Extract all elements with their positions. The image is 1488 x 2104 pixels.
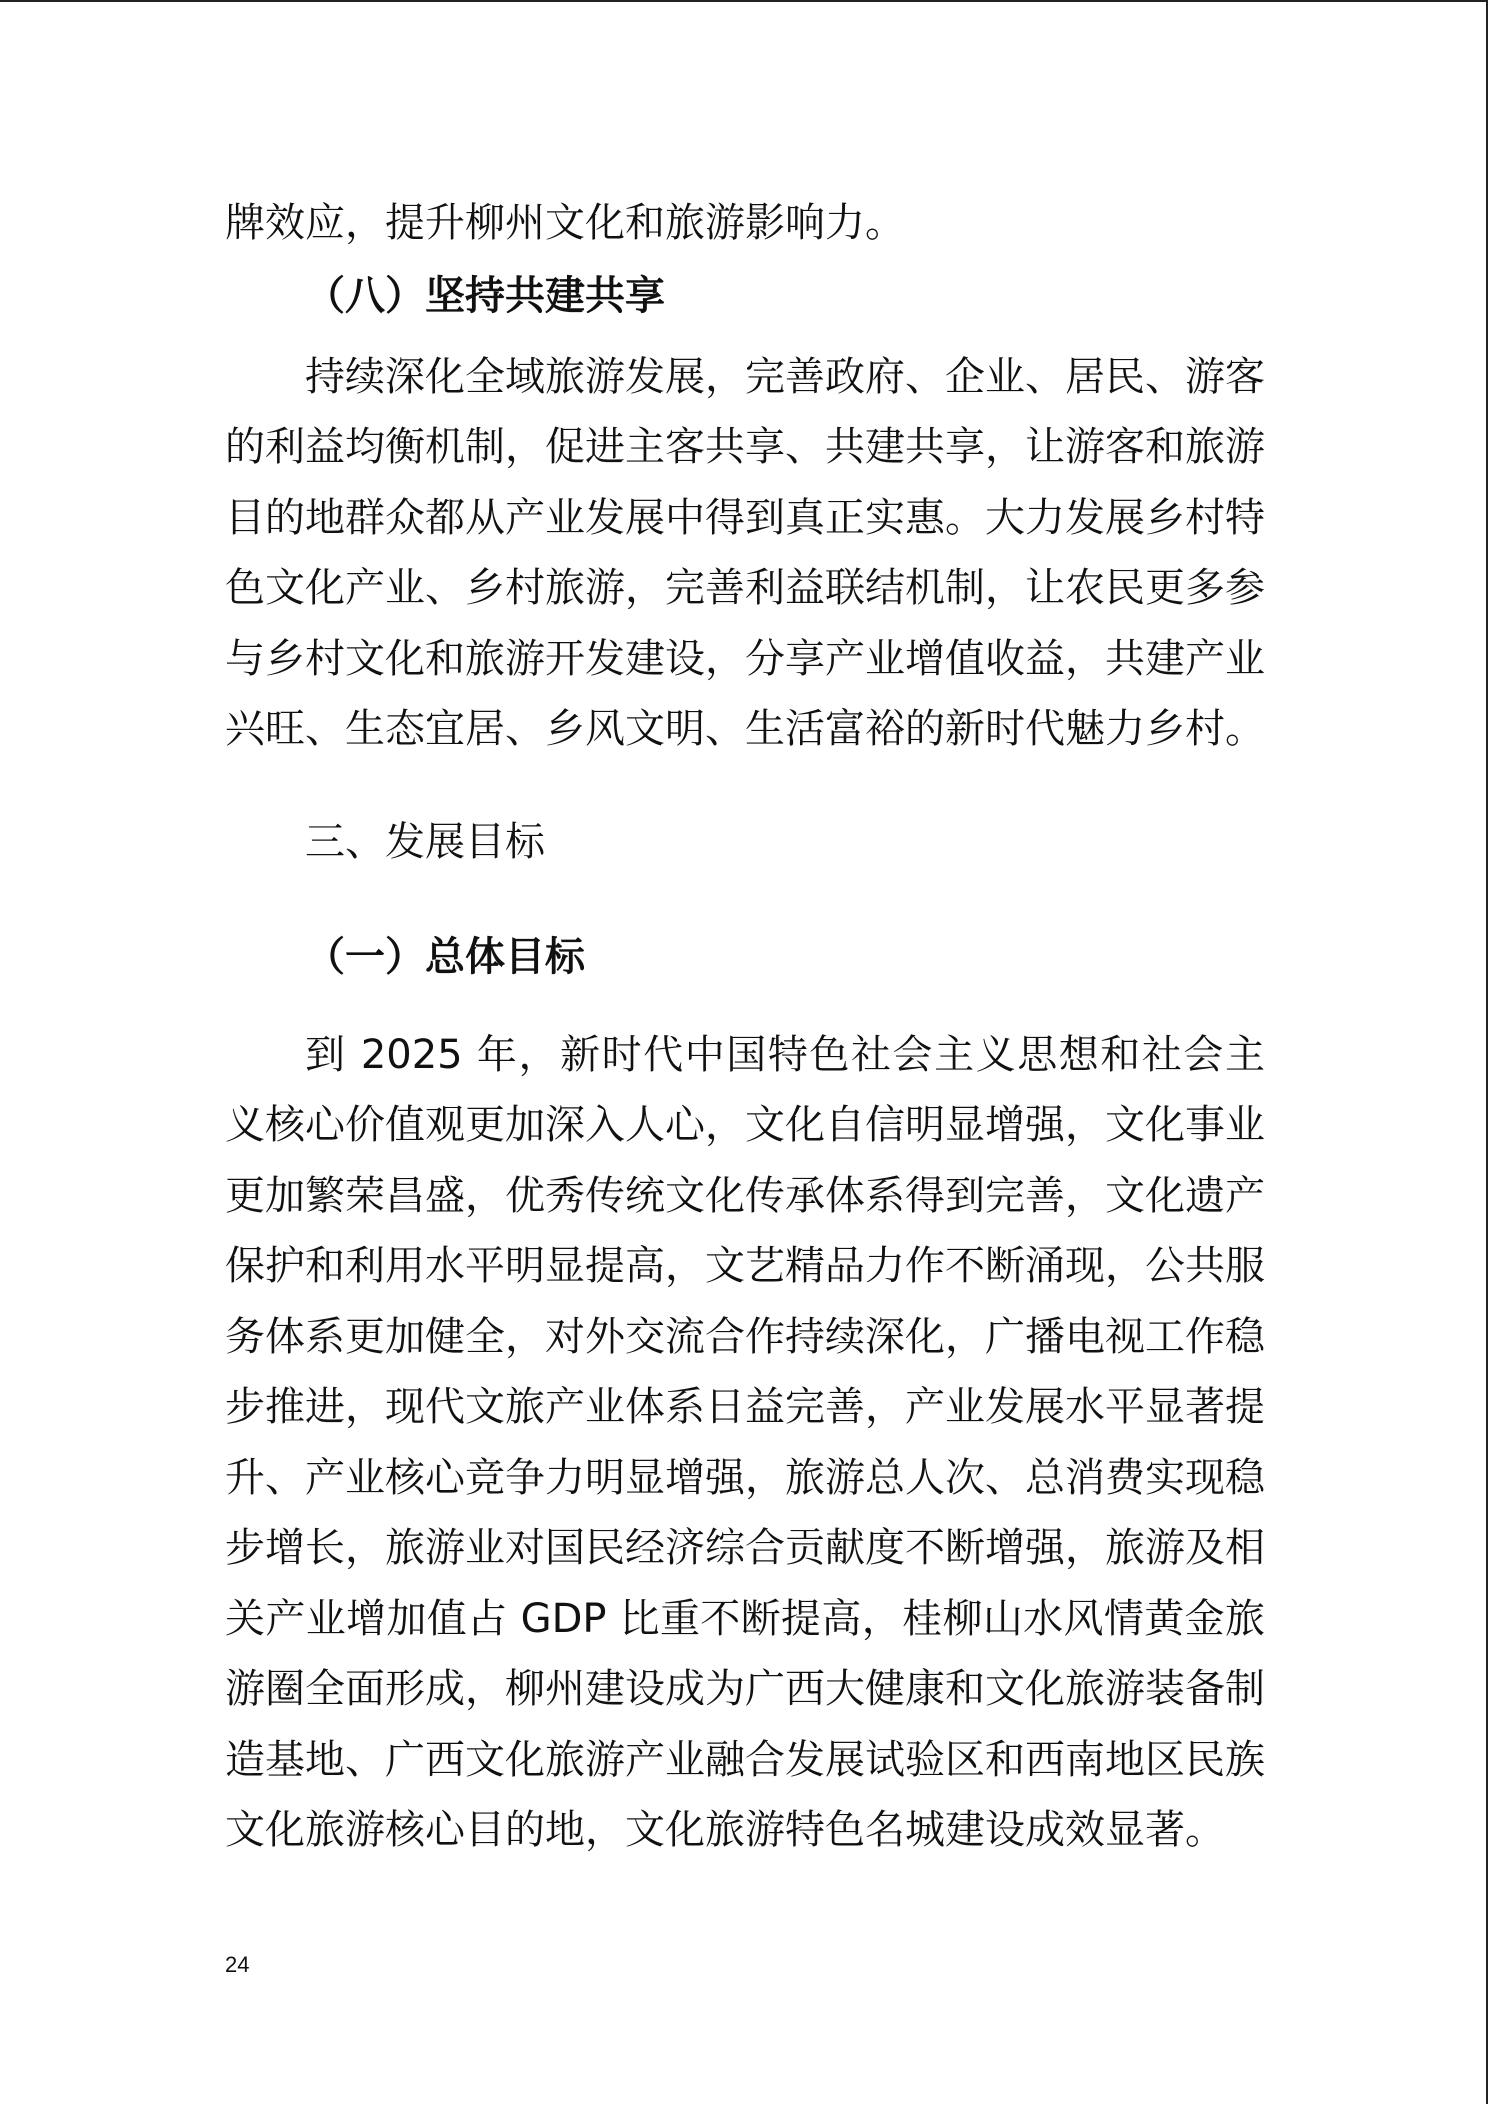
page-border-top xyxy=(0,0,1488,2)
chapter-heading-goals: 三、发展目标 xyxy=(305,818,545,865)
paragraph-shared-development: 持续深化全域旅游发展，完善政府、企业、居民、游客的利益均衡机制，促进主客共享、共建共享，让游客和旅游目的地群众都从产业发展中得到真正实惠。大力发展乡村特色文化产业、乡村旅游，完善利益联结机制，让农民更多参与乡村文化和旅游开发建设，分享产业增值收益，共建产业兴旺、生态宜居、乡风文明、生活富裕的新时代魅力乡村。 xyxy=(225,353,1265,752)
section-heading-8: （八）坚持共建共享 xyxy=(305,272,665,319)
page-number: 24 xyxy=(225,1952,250,1977)
document-body xyxy=(225,188,1265,1866)
section-heading-overall-goal: （一）总体目标 xyxy=(305,933,585,980)
paragraph-overall-goal: 到 2025 年，新时代中国特色社会主义思想和社会主义核心价值观更加深入人心，文化自信明显增强，文化事业更加繁荣昌盛，优秀传统文化传承体系得到完善，文化遗产保护和利用水平明显提高，文艺精品力作不断涌现，公共服务体系更加健全，对外交流合作持续深化，广播电视工作稳步推进，现代文旅产业体系日益完善，产业发展水平显著提升、产业核心竞争力明显增强，旅游总人次、总消费实现稳步增长，旅游业对国民经济综合贡献度不断增强，旅游及相关产业增加值占 GDP 比重不断提高，桂柳山水风情黄金旅游圈全面形成，柳州建设成为广西大健康和文化旅游装备制造基地、广西文化旅游产业融合发展试验区和西南地区民族文化旅游核心目的地，文化旅游特色名城建设成效显著。 xyxy=(225,1031,1265,1853)
paragraph-continuation: 牌效应，提升柳州文化和旅游影响力。 xyxy=(225,200,905,246)
